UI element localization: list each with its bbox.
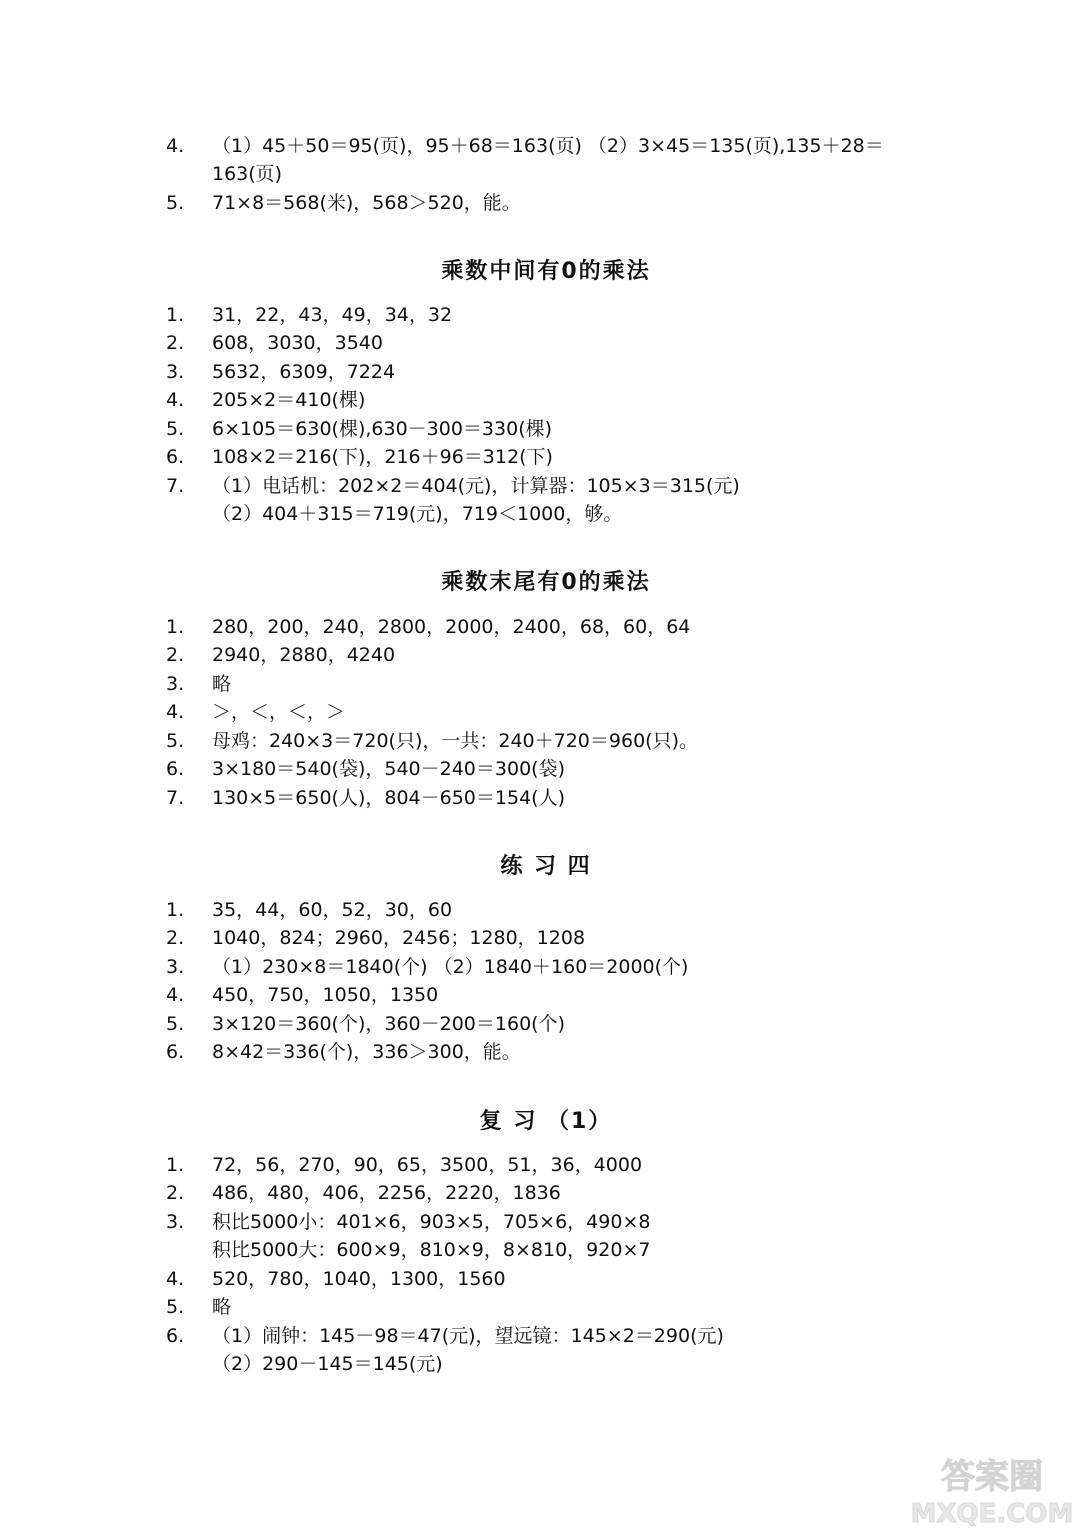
answer-line	[166, 415, 552, 443]
item-number: 3.	[166, 673, 185, 695]
item-text: 积比5000大：600×9，810×9，8×810，920×7	[212, 1239, 651, 1261]
item-text: （1）230×8＝1840(个) （2）1840＋160＝2000(个)	[212, 956, 689, 978]
watermark-logo	[906, 1454, 1078, 1528]
answer-line	[166, 613, 690, 641]
answer-line	[166, 1010, 565, 1038]
item-number: 1.	[166, 616, 185, 638]
item-number: 7.	[166, 475, 185, 497]
item-number: 2.	[166, 332, 185, 354]
section-heading: 乘数中间有0的乘法	[441, 259, 651, 284]
item-number: 4.	[166, 984, 185, 1006]
item-number: 4.	[166, 701, 185, 723]
item-text: 130×5＝650(人)，804－650＝154(人)	[212, 787, 565, 809]
answer-line	[166, 1322, 724, 1350]
item-text: ＞，＜，＜，＞	[212, 701, 346, 723]
item-text: 31，22，43，49，34，32	[212, 304, 453, 326]
section-heading: 复 习 （1）	[479, 1109, 613, 1134]
item-text: 205×2＝410(棵)	[212, 389, 366, 411]
item-text: 2940，2880，4240	[212, 644, 396, 666]
section-heading: 乘数末尾有0的乘法	[441, 570, 651, 595]
answer-line	[166, 784, 565, 812]
watermark-top-text: 答案圈	[941, 1457, 1043, 1497]
answer-line	[166, 358, 395, 386]
item-number: 3.	[166, 361, 185, 383]
item-number: 5.	[166, 192, 185, 214]
answer-line	[166, 329, 383, 357]
item-number: 5.	[166, 1296, 185, 1318]
item-text: 486，480，406，2256，2220，1836	[212, 1182, 561, 1204]
answer-line	[166, 1265, 506, 1293]
answer-line	[166, 1151, 642, 1179]
item-text: 35，44，60，52，30，60	[212, 899, 453, 921]
answer-line	[166, 981, 438, 1009]
answer-line	[166, 1350, 443, 1378]
item-text: 1040，824；2960，2456；1280，1208	[212, 927, 586, 949]
item-number: 4.	[166, 389, 185, 411]
answer-line	[166, 386, 365, 414]
item-text: 8×42＝336(个)，336＞300，能。	[212, 1041, 521, 1063]
item-text: 163(页)	[212, 163, 283, 185]
item-text: 71×8＝568(米)，568＞520，能。	[212, 192, 521, 214]
item-text: 略	[212, 673, 232, 695]
item-number: 5.	[166, 730, 185, 752]
item-number: 5.	[166, 1013, 185, 1035]
item-number: 5.	[166, 418, 185, 440]
answer-line	[166, 443, 553, 471]
answer-line	[166, 755, 565, 783]
item-text: 450，750，1050，1350	[212, 984, 439, 1006]
item-number: 6.	[166, 446, 185, 468]
item-text: 608，3030，3540	[212, 332, 383, 354]
item-text: 积比5000小：401×6，903×5，705×6，490×8	[212, 1211, 651, 1233]
item-number: 3.	[166, 1211, 185, 1233]
answer-line	[166, 132, 884, 160]
answer-line	[166, 500, 622, 528]
item-number: 1.	[166, 899, 185, 921]
answer-line	[166, 1179, 561, 1207]
item-text: （1）闹钟：145－98＝47(元)，望远镜：145×2＝290(元)	[212, 1325, 724, 1347]
item-text: 母鸡：240×3＝720(只)，一共：240＋720＝960(只)。	[212, 730, 698, 752]
item-text: 略	[212, 1296, 232, 1318]
answer-line	[166, 896, 452, 924]
answer-line	[166, 160, 282, 188]
answer-line	[166, 727, 698, 755]
item-number: 2.	[166, 644, 185, 666]
answer-line	[166, 472, 740, 500]
item-number: 1.	[166, 304, 185, 326]
answer-line	[166, 698, 345, 726]
item-text: （2）404＋315＝719(元)，719＜1000，够。	[212, 503, 623, 525]
answer-line	[166, 670, 231, 698]
item-number: 4.	[166, 1268, 185, 1290]
item-number: 6.	[166, 758, 185, 780]
item-text: （1）电话机：202×2＝404(元)，计算器：105×3＝315(元)	[212, 475, 740, 497]
item-number: 1.	[166, 1154, 185, 1176]
item-text: 520，780，1040，1300，1560	[212, 1268, 506, 1290]
item-number: 7.	[166, 787, 185, 809]
item-text: 3×120＝360(个)，360－200＝160(个)	[212, 1013, 565, 1035]
section-heading: 练 习 四	[500, 854, 592, 879]
item-text: 5632，6309，7224	[212, 361, 396, 383]
item-text: （2）290－145＝145(元)	[212, 1353, 443, 1375]
item-number: 2.	[166, 1182, 185, 1204]
item-text: 280，200，240，2800，2000，2400，68，60，64	[212, 616, 691, 638]
item-text: 72，56，270，90，65，3500，51，36，4000	[212, 1154, 643, 1176]
item-number: 6.	[166, 1325, 185, 1347]
item-text: 6×105＝630(棵),630－300＝330(棵)	[212, 418, 553, 440]
answer-line	[166, 1293, 231, 1321]
answer-line	[166, 1208, 650, 1236]
item-number: 3.	[166, 956, 185, 978]
item-number: 4.	[166, 135, 185, 157]
item-text: 3×180＝540(袋)，540－240＝300(袋)	[212, 758, 565, 780]
watermark-bottom-text: MXQE.COM	[910, 1499, 1074, 1528]
answer-line	[166, 189, 521, 217]
item-text: 108×2＝216(下)，216＋96＝312(下)	[212, 446, 553, 468]
item-number: 6.	[166, 1041, 185, 1063]
answer-line	[166, 1236, 650, 1264]
answer-line	[166, 301, 452, 329]
item-text: （1）45＋50＝95(页)，95＋68＝163(页) （2）3×45＝135(页),135＋28＝	[212, 135, 884, 157]
answer-line	[166, 924, 585, 952]
answer-line	[166, 641, 395, 669]
item-number: 2.	[166, 927, 185, 949]
answer-line	[166, 953, 688, 981]
answer-line	[166, 1038, 521, 1066]
